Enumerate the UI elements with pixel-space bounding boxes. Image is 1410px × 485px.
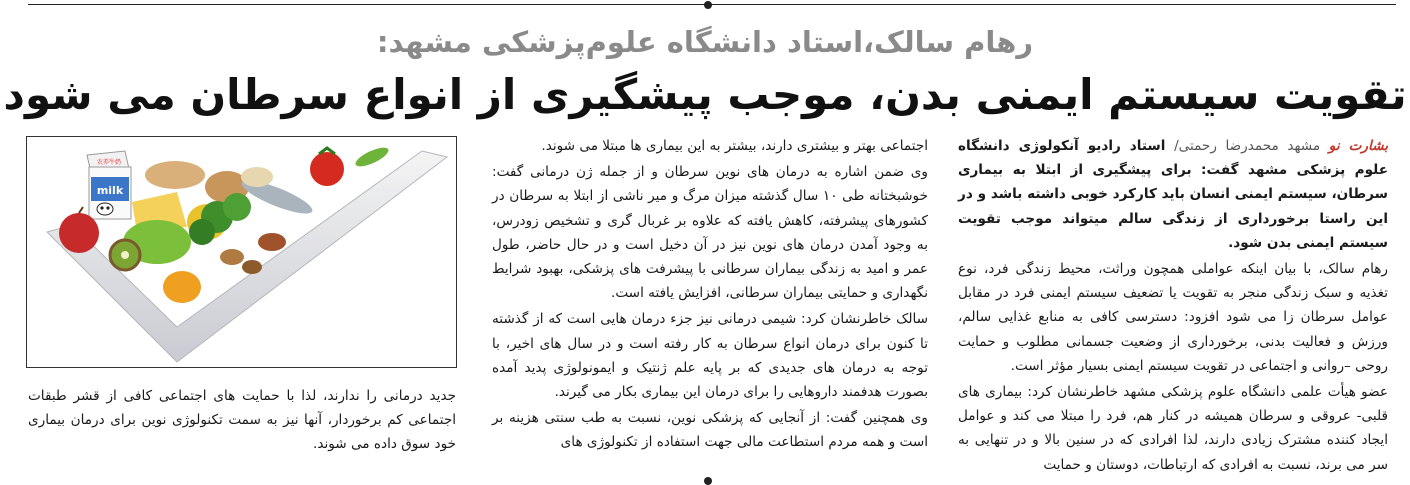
top-rule — [28, 4, 1396, 5]
body-paragraph: وی ضمن اشاره به درمان های نوین سرطان و از جمله ژن درمانی گفت: خوشبختانه طی ۱۰ سال گذشته میزان مرگ و میر ناشی از ابتلا به سرطان در کشورهای پیشرفته، کاهش یافته که علاوه بر غربال گری و تشخیص زودرس، به وجود آمدن درمان های نوین نیز در آن دخیل است و در حال حاضر، طول عمر و امید به زندگی بیماران سرطانی با پیشرفت های پزشکی، بهبود شرایط نگهداری و حمایتی بیماران سرطانی، افزایش یافته است. — [492, 164, 928, 302]
lead-text: استاد رادیو آنکولوژی دانشگاه علوم پزشکی مشهد گفت: برای پیشگیری از ابتلا به بیماری سرطان، سیستم ایمنی انسان باید کارکرد خوبی داشته باشد و در این راستا برخورداری از زندگی سالم میتواند موجب تقویت سیستم ایمنی بدن شود. — [958, 138, 1388, 251]
bottom-ornament-dot — [704, 477, 712, 485]
tomato — [310, 152, 344, 186]
bread — [145, 161, 205, 189]
body-paragraph: رهام سالک، با بیان اینکه عواملی همچون وراثت، محیط زندگی فرد، نوع تغذیه و سبک زندگی منجر به تقویت یا تضعیف سیستم ایمنی فرد در مقابل عوامل سرطان زا می شود افزود: دسترسی کافی به منابع غذایی سالم، ورزش و فعالیت بدنی، برخورداری از وضعیت جسمانی مطلوب و حمایت روحی –روانی و اجتماعی در تقویت سیستم ایمنی بسیار مؤثر است. — [958, 261, 1388, 374]
article-column-left — [28, 384, 456, 457]
mango — [163, 271, 201, 303]
milk-carton — [87, 151, 131, 219]
top-ornament-dot — [704, 1, 712, 9]
body-paragraph: جدید درمانی را ندارند، لذا با حمایت های اجتماعی کافی از قشر طبقات اجتماعی کم برخوردار، آنها نیز به سمت تکنولوژی نوین برای درمان بیماری خود سوق داده می شوند. — [28, 388, 456, 453]
kicker-subtitle: رهام سالک،استاد دانشگاه علوم‌پزشکی مشهد: — [376, 25, 1034, 59]
nuts — [220, 249, 244, 265]
body-paragraph: عضو هیأت علمی دانشگاه علوم پزشکی مشهد خاطرنشان کرد: بیماری های قلبی- عروقی و سرطان همیشه در کنار هم، فرد را مبتلا می کند و عوامل ایجاد کننده مشترک زیادی دارند، لذا افرادی که در سنین بالا و در تنهایی به سر می برند، نسبت به افرادی که ارتباطات، دوستان و حمایت — [958, 384, 1388, 473]
article-column-right — [958, 134, 1388, 477]
source-tag: بشارت نو — [1328, 138, 1389, 154]
milk-label: milk — [96, 184, 124, 197]
article-photo-healthy-food — [26, 136, 457, 368]
beans — [258, 233, 286, 251]
article-column-middle — [492, 134, 928, 455]
peas — [353, 144, 391, 170]
lead-paragraph — [958, 134, 1388, 255]
body-paragraph: وی همچنین گفت: از آنجایی که پزشکی نوین، نسبت به طب سنتی هزینه بر است و همه مردم استطاعت مالی جهت استفاده از تکنولوژی های — [492, 410, 928, 451]
article-headline: تقویت سیستم ایمنی بدن، موجب پیشگیری از انواع سرطان می شود — [3, 70, 1407, 119]
apple — [59, 213, 99, 253]
carton-brand: 农养牛奶 — [96, 159, 122, 166]
byline: مشهد محمدرضا رحمتی/ — [1174, 138, 1321, 154]
body-paragraph: سالک خاطرنشان کرد: شیمی درمانی نیز جزء درمان هایی است که از گذشته تا کنون برای درمان انواع سرطان به کار رفته است و در سال های اخیر، با توجه به درمان های جدیدی که بر پایه علم ژنتیک و ایمونولوژی پدید آمده بصورت هدفمند داروهایی را برای درمان این بیماری بکار می گیرند. — [492, 311, 928, 401]
healthy-food-illustration — [27, 137, 456, 367]
oats — [241, 167, 273, 187]
body-paragraph: اجتماعی بهتر و بیشتری دارند، بیشتر به این بیماری ها مبتلا می شوند. — [541, 138, 928, 154]
